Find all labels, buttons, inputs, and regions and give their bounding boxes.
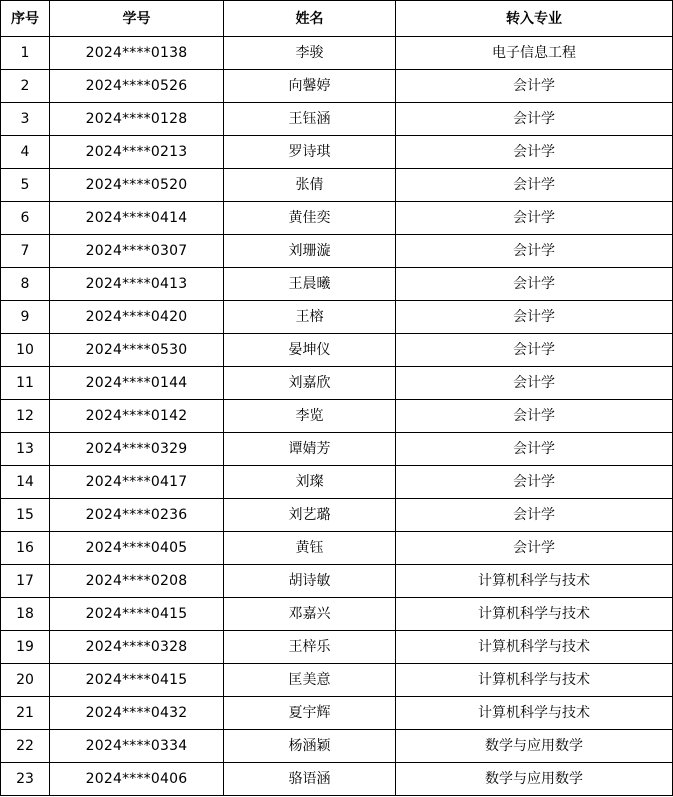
cell-major: 计算机科学与技术 — [396, 598, 673, 631]
cell-name: 向馨婷 — [224, 70, 396, 103]
header-index: 序号 — [1, 1, 50, 37]
cell-major: 计算机科学与技术 — [396, 631, 673, 664]
cell-name: 谭婧芳 — [224, 433, 396, 466]
cell-student-id: 2024****0406 — [50, 763, 224, 796]
cell-index: 9 — [1, 301, 50, 334]
cell-student-id: 2024****0530 — [50, 334, 224, 367]
cell-index: 8 — [1, 268, 50, 301]
cell-index: 21 — [1, 697, 50, 730]
cell-index: 12 — [1, 400, 50, 433]
cell-index: 19 — [1, 631, 50, 664]
cell-index: 15 — [1, 499, 50, 532]
table-row — [1, 532, 673, 565]
cell-name: 王榕 — [224, 301, 396, 334]
table-row — [1, 136, 673, 169]
cell-major: 计算机科学与技术 — [396, 664, 673, 697]
cell-major: 会计学 — [396, 433, 673, 466]
cell-name: 刘璨 — [224, 466, 396, 499]
cell-student-id: 2024****0128 — [50, 103, 224, 136]
cell-student-id: 2024****0526 — [50, 70, 224, 103]
cell-name: 李览 — [224, 400, 396, 433]
cell-major: 会计学 — [396, 235, 673, 268]
cell-index: 6 — [1, 202, 50, 235]
cell-major: 会计学 — [396, 136, 673, 169]
table-row — [1, 235, 673, 268]
cell-student-id: 2024****0415 — [50, 598, 224, 631]
table-row — [1, 37, 673, 70]
header-student-id: 学号 — [50, 1, 224, 37]
table-row — [1, 268, 673, 301]
cell-name: 黄佳奕 — [224, 202, 396, 235]
cell-index: 11 — [1, 367, 50, 400]
cell-index: 7 — [1, 235, 50, 268]
header-major: 转入专业 — [396, 1, 673, 37]
cell-major: 数学与应用数学 — [396, 730, 673, 763]
cell-major: 会计学 — [396, 499, 673, 532]
table-row — [1, 433, 673, 466]
cell-student-id: 2024****0334 — [50, 730, 224, 763]
cell-student-id: 2024****0329 — [50, 433, 224, 466]
table-row — [1, 103, 673, 136]
cell-student-id: 2024****0413 — [50, 268, 224, 301]
cell-student-id: 2024****0420 — [50, 301, 224, 334]
cell-name: 张倩 — [224, 169, 396, 202]
cell-name: 杨涵颖 — [224, 730, 396, 763]
cell-student-id: 2024****0432 — [50, 697, 224, 730]
cell-major: 会计学 — [396, 70, 673, 103]
cell-major: 电子信息工程 — [396, 37, 673, 70]
table-row — [1, 631, 673, 664]
cell-index: 18 — [1, 598, 50, 631]
table-row — [1, 730, 673, 763]
cell-major: 会计学 — [396, 103, 673, 136]
cell-index: 22 — [1, 730, 50, 763]
cell-index: 2 — [1, 70, 50, 103]
cell-student-id: 2024****0417 — [50, 466, 224, 499]
table-row — [1, 301, 673, 334]
cell-name: 匡美意 — [224, 664, 396, 697]
table-row — [1, 565, 673, 598]
cell-student-id: 2024****0415 — [50, 664, 224, 697]
cell-name: 夏宇辉 — [224, 697, 396, 730]
cell-name: 刘嘉欣 — [224, 367, 396, 400]
cell-major: 会计学 — [396, 202, 673, 235]
cell-student-id: 2024****0208 — [50, 565, 224, 598]
cell-major: 会计学 — [396, 301, 673, 334]
cell-student-id: 2024****0213 — [50, 136, 224, 169]
cell-index: 3 — [1, 103, 50, 136]
cell-index: 17 — [1, 565, 50, 598]
cell-name: 胡诗敏 — [224, 565, 396, 598]
table-row — [1, 334, 673, 367]
table-header-row — [1, 1, 673, 37]
table-body — [1, 37, 673, 796]
cell-student-id: 2024****0236 — [50, 499, 224, 532]
table-row — [1, 697, 673, 730]
table-row — [1, 664, 673, 697]
cell-major: 计算机科学与技术 — [396, 697, 673, 730]
cell-student-id: 2024****0142 — [50, 400, 224, 433]
cell-student-id: 2024****0520 — [50, 169, 224, 202]
cell-name: 黄钰 — [224, 532, 396, 565]
cell-index: 23 — [1, 763, 50, 796]
table-row — [1, 598, 673, 631]
cell-index: 1 — [1, 37, 50, 70]
cell-major: 会计学 — [396, 169, 673, 202]
cell-major: 会计学 — [396, 334, 673, 367]
cell-index: 14 — [1, 466, 50, 499]
cell-major: 会计学 — [396, 268, 673, 301]
cell-student-id: 2024****0405 — [50, 532, 224, 565]
table-row — [1, 763, 673, 796]
cell-index: 10 — [1, 334, 50, 367]
table-row — [1, 466, 673, 499]
cell-major: 会计学 — [396, 532, 673, 565]
cell-name: 邓嘉兴 — [224, 598, 396, 631]
table-row — [1, 367, 673, 400]
cell-student-id: 2024****0307 — [50, 235, 224, 268]
cell-index: 5 — [1, 169, 50, 202]
table-row — [1, 202, 673, 235]
table-row — [1, 499, 673, 532]
cell-student-id: 2024****0328 — [50, 631, 224, 664]
cell-name: 骆语涵 — [224, 763, 396, 796]
cell-name: 晏坤仪 — [224, 334, 396, 367]
table-row — [1, 70, 673, 103]
cell-index: 13 — [1, 433, 50, 466]
header-name: 姓名 — [224, 1, 396, 37]
cell-name: 李骏 — [224, 37, 396, 70]
cell-name: 王钰涵 — [224, 103, 396, 136]
cell-name: 罗诗琪 — [224, 136, 396, 169]
cell-name: 刘珊漩 — [224, 235, 396, 268]
cell-student-id: 2024****0138 — [50, 37, 224, 70]
cell-index: 16 — [1, 532, 50, 565]
cell-index: 4 — [1, 136, 50, 169]
cell-major: 会计学 — [396, 400, 673, 433]
cell-major: 数学与应用数学 — [396, 763, 673, 796]
cell-name: 刘艺璐 — [224, 499, 396, 532]
cell-student-id: 2024****0414 — [50, 202, 224, 235]
cell-major: 会计学 — [396, 466, 673, 499]
cell-name: 王梓乐 — [224, 631, 396, 664]
table-row — [1, 400, 673, 433]
cell-major: 计算机科学与技术 — [396, 565, 673, 598]
table-row — [1, 169, 673, 202]
cell-name: 王晨曦 — [224, 268, 396, 301]
cell-index: 20 — [1, 664, 50, 697]
cell-major: 会计学 — [396, 367, 673, 400]
cell-student-id: 2024****0144 — [50, 367, 224, 400]
